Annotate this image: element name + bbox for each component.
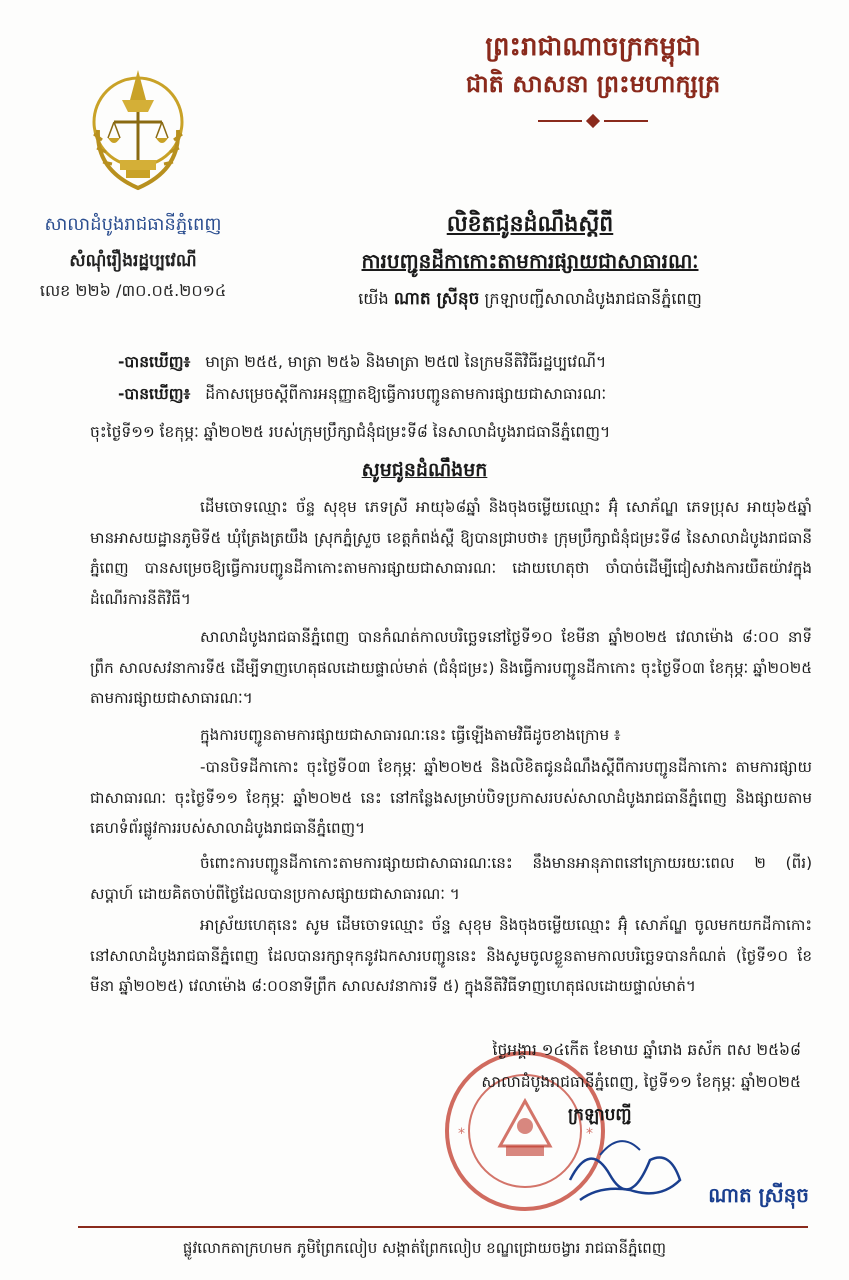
seen-clause-1: [118, 346, 818, 378]
document-title: លិខិតជូនដំណឹងស្តីពី: [446, 212, 614, 237]
paragraph-parties: ដើមចោទឈ្មោះ ច័ន្ទ សុខុម ភេទស្រី អាយុ៦៨ឆ្នាំ និងចុងចម្លើយឈ្មោះ អ៊ុំ សោភ័ណ្ឌ ភេទប្រុស អាយុ៦៥ឆ្នាំ មានអាសយដ្ឋានភូមិទី៥ ឃុំត្រែងត្រយឹង ស្រុកភ្នំស្រួច ខេត្តកំពង់ស្ពឺ ឱ្យបានជ្រាបថា៖ ក្រុមប្រឹក្សាជំនុំជម្រះទី៨ នៃសាលាដំបូងរាជធានីភ្នំពេញ បានសម្រេចឱ្យធ្វើការបញ្ជូនដីកាកោះតាមការផ្សាយជាសាធារណៈ ដោយហេតុថា ចាំបាច់ដើម្បីជៀសវាងការយឺតយ៉ាវក្នុងដំណើរការនីតិវិធី។: [90, 498, 812, 608]
paragraph-hearing-date: សាលាដំបូងរាជធានីភ្នំពេញ បានកំណត់កាលបរិច្ឆេទនៅថ្ងៃទី១០ ខែមីនា ឆ្នាំ២០២៥ វេលាម៉ោង ៨:០០ នាទីព្រឹក សាលសវនាការទី៥ ដើម្បីទាញហេតុផលដោយផ្ទាល់មាត់ (ជំនុំជម្រះ) និងធ្វើការបញ្ជូនដីកាកោះ ចុះថ្ងៃទី០៣ ខែកុម្ភៈ ឆ្នាំ២០២៥ តាមការផ្សាយជាសាធារណៈ។: [90, 628, 812, 707]
issuing-court: សាលាដំបូងរាជធានីភ្នំពេញ: [44, 214, 222, 235]
intro-suffix: ក្រឡាបញ្ជីសាលាដំបូងរាជធានីភ្នំពេញ: [484, 289, 702, 308]
clerk-title: ក្រឡាបញ្ជី: [568, 1105, 632, 1125]
paragraph-effect: ចំពោះការបញ្ជូនដីកាកោះតាមការផ្សាយជាសាធារណៈនេះ នឹងមានអានុភាពនៅក្រោយរយៈពេល ២ (ពីរ) សប្តាហ៍ ដោយគិតចាប់ពីថ្ងៃដែលបានប្រកាសផ្សាយជាសាធារណៈ ។: [90, 854, 812, 903]
intro-line: [250, 284, 810, 314]
footer-divider: [78, 1226, 808, 1228]
svg-text:*: *: [586, 1126, 593, 1142]
issuer-block: [18, 212, 248, 304]
kingdom-title: ព្រះរាជាណាចក្រកម្ពុជា: [485, 32, 701, 62]
seen-label: -បានឃើញ៖: [118, 385, 191, 403]
paragraph-method-intro: ក្នុងការបញ្ជូនតាមការផ្សាយជាសាធារណៈនេះ ធ្វើឡើងតាមវិធីដូចខាងក្រោម ៖: [200, 726, 621, 744]
notice-heading: សូមជូនដំណឹងមក: [361, 459, 488, 481]
case-office: សំណុំរឿងរដ្ឋប្បវេណី: [69, 251, 197, 271]
paragraph-method-posting: -បានបិទដីកាកោះ ចុះថ្ងៃទី០៣ ខែកុម្ភៈ ឆ្នាំ២០២៥ និងលិខិតជូនដំណឹងស្តីពីការបញ្ជូនដីកាកោះ តាមការផ្សាយជាសាធារណៈ ចុះថ្ងៃទី១១ ខែកុម្ភៈ ឆ្នាំ២០២៥ នេះ នៅកន្លែងសម្រាប់បិទប្រកាសរបស់សាលាដំបូងរាជធានីភ្នំពេញ និងផ្សាយតាមគេហទំព័រផ្លូវការរបស់សាលាដំបូងរាជធានីភ្នំពេញ។: [90, 758, 812, 837]
national-motto: ជាតិ សាសនា ព្រះមហាក្សត្រ: [465, 70, 721, 98]
seen-clause-2-continuation: ចុះថ្ងៃទី១១ ខែកុម្ភៈ ឆ្នាំ២០២៥ របស់ក្រុមប្រឹក្សាជំនុំជម្រះទី៨ នៃសាលាដំបូងរាជធានីភ្នំពេញ។: [90, 423, 611, 441]
svg-text:*: *: [458, 1126, 465, 1142]
title-block: [250, 208, 810, 314]
date-court: សាលាដំបូងរាជធានីភ្នំពេញ, ថ្ងៃទី១១ ខែកុម្ភៈ ឆ្នាំ២០២៥: [481, 1073, 801, 1091]
date-lunar: ថ្ងៃអង្គារ ១៤កើត ខែមាឃ ឆ្នាំរោង ឆស័ក ពស ២៥៦៨: [492, 1041, 801, 1059]
paragraph-summons: អាស្រ័យហេតុនេះ សូម ដើមចោទឈ្មោះ ច័ន្ទ សុខុម និងចុងចម្លើយឈ្មោះ អ៊ុំ សោភ័ណ្ឌ ចូលមកយកដីកាកោះនៅសាលាដំបូងរាជធានីភ្នំពេញ ដែលបានរក្សាទុកនូវឯកសារបញ្ជូននេះ និងសូមចូលខ្លួនតាមកាលបរិច្ឆេទបានកំណត់ (ថ្ងៃទី១០ ខែមីនា ឆ្នាំ២០២៥) វេលាម៉ោង ៨:០០នាទីព្រឹក សាលសវនាការទី ៥) ក្នុងនីតិវិធីទាញហេតុផលដោយផ្ទាល់មាត់។: [90, 916, 812, 995]
intro-prefix: យើង: [358, 289, 389, 308]
intro-name: ណាត ស្រីនុច: [393, 289, 480, 309]
document-subject: ការបញ្ជូនដីកាកោះតាមការផ្សាយជាសាធារណៈ: [361, 249, 699, 273]
seen-text: មាត្រា ២៥៥, មាត្រា ២៥៦ និងមាត្រា ២៥៧ នៃក្រមនីតិវិធីរដ្ឋប្បវេណី។: [205, 353, 607, 371]
signature-icon: [560, 1120, 700, 1220]
footer-address: ផ្លូវលោកតាក្រហមក ភូមិព្រែកលៀប សង្កាត់ព្រែកលៀប ខណ្ឌជ្រោយចង្វារ រាជធានីភ្នំពេញ: [182, 1239, 667, 1257]
signer-name: ណាត ស្រីនុច: [708, 1183, 809, 1207]
seen-label: -បានឃើញ៖: [118, 353, 191, 371]
reference-number: លេខ ២២៦ /៣០.០៥.២០១៤: [39, 281, 227, 300]
seen-text: ដីកាសម្រេចស្តីពីការអនុញ្ញាតឱ្យធ្វើការបញ្ជូនតាមការផ្សាយជាសាធារណៈ: [205, 385, 607, 403]
court-emblem-icon: [78, 60, 198, 200]
kingdom-header: [373, 28, 813, 126]
seen-clause-2: [118, 378, 818, 410]
header-ornament: [538, 116, 648, 126]
